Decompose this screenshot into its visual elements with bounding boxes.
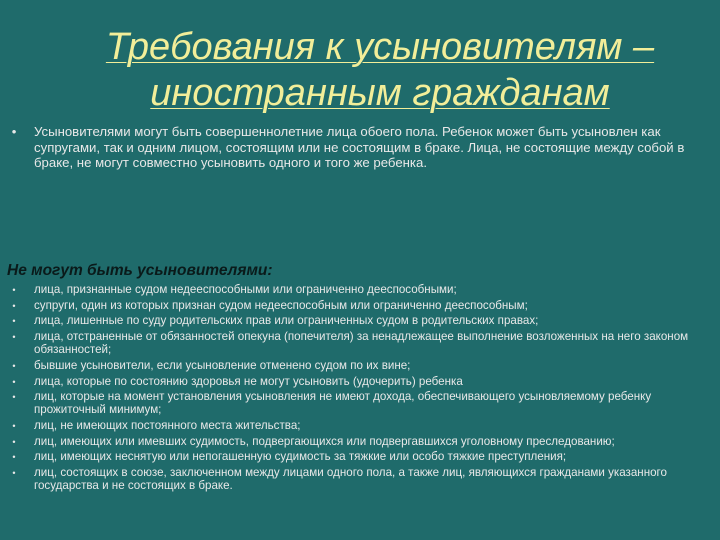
slide-title — [40, 24, 720, 116]
list-item — [0, 375, 712, 388]
bullet-icon: • — [12, 468, 16, 479]
list-item-text: лиц, имеющих неснятую или непогашенную судимость за тяжкие или особо тяжкие преступления; — [34, 450, 567, 464]
bullet-icon: • — [11, 124, 17, 139]
list-item-text: лица, которые по состоянию здоровья не могут усыновить (удочерить) ребенка — [34, 374, 463, 388]
list-item-text: лиц, состоящих в союзе, заключенном между лицами одного пола, а также лиц, являющихся гражданами указанного государства и не состоящих в браке. — [34, 466, 667, 493]
list-item-text: лица, отстраненные от обязанностей опекуна (попечителя) за ненадлежащее выполнение возложенных на него законом обязанностей; — [34, 330, 689, 357]
bullet-icon: • — [12, 300, 16, 311]
list-item-text: лица, лишенные по суду родительских прав или ограниченных судом в родительских правах; — [34, 314, 539, 328]
bullet-icon: • — [12, 316, 16, 327]
list-item — [0, 330, 712, 356]
restrictions-list — [0, 283, 712, 495]
list-item-text: супруги, один из которых признан судом недееспособным или ограниченно дееспособным; — [34, 298, 528, 312]
list-item — [0, 466, 712, 492]
bullet-icon: • — [12, 360, 16, 371]
intro-paragraph — [0, 124, 712, 171]
bullet-icon: • — [12, 376, 16, 387]
list-item — [0, 314, 712, 327]
title-line-1: Требования к усыновителям – — [105, 26, 655, 68]
list-item-text: лиц, которые на момент установления усыновления не имеют дохода, обеспечивающего усыновляемому ребенку прожиточный минимум; — [34, 390, 652, 417]
section-heading: Не могут быть усыновителями: — [7, 262, 273, 279]
bullet-icon: • — [12, 452, 16, 463]
list-item — [0, 435, 712, 448]
bullet-icon: • — [12, 392, 16, 403]
bullet-icon: • — [12, 421, 16, 431]
list-item — [0, 283, 712, 296]
list-item-text: бывшие усыновители, если усыновление отменено судом по их вине; — [34, 358, 411, 372]
list-item — [0, 359, 712, 372]
list-item — [0, 419, 712, 432]
list-item-text: лица, признанные судом недееспособными или ограниченно дееспособными; — [34, 283, 457, 296]
list-item-text: лиц, имеющих или имевших судимость, подвергающихся или подвергавшихся уголовному преследованию; — [34, 434, 615, 448]
bullet-icon: • — [12, 285, 16, 295]
intro-text: Усыновителями могут быть совершеннолетние лица обоего пола. Ребенок может быть усыновлен как супругами, так и одним лицом, состоящим или не состоящим в браке. Лица, не состоящие между собой в браке, не могут совместно усыновить одного и того же ребенка. — [34, 124, 685, 170]
bullet-icon: • — [12, 436, 16, 447]
list-item — [0, 390, 712, 416]
list-item — [0, 299, 712, 312]
list-item — [0, 450, 712, 463]
title-line-2: иностранным гражданам — [150, 72, 610, 114]
intro-bullet-row — [0, 124, 712, 171]
bullet-icon: • — [12, 332, 16, 343]
list-item-text: лиц, не имеющих постоянного места жительства; — [34, 419, 301, 432]
